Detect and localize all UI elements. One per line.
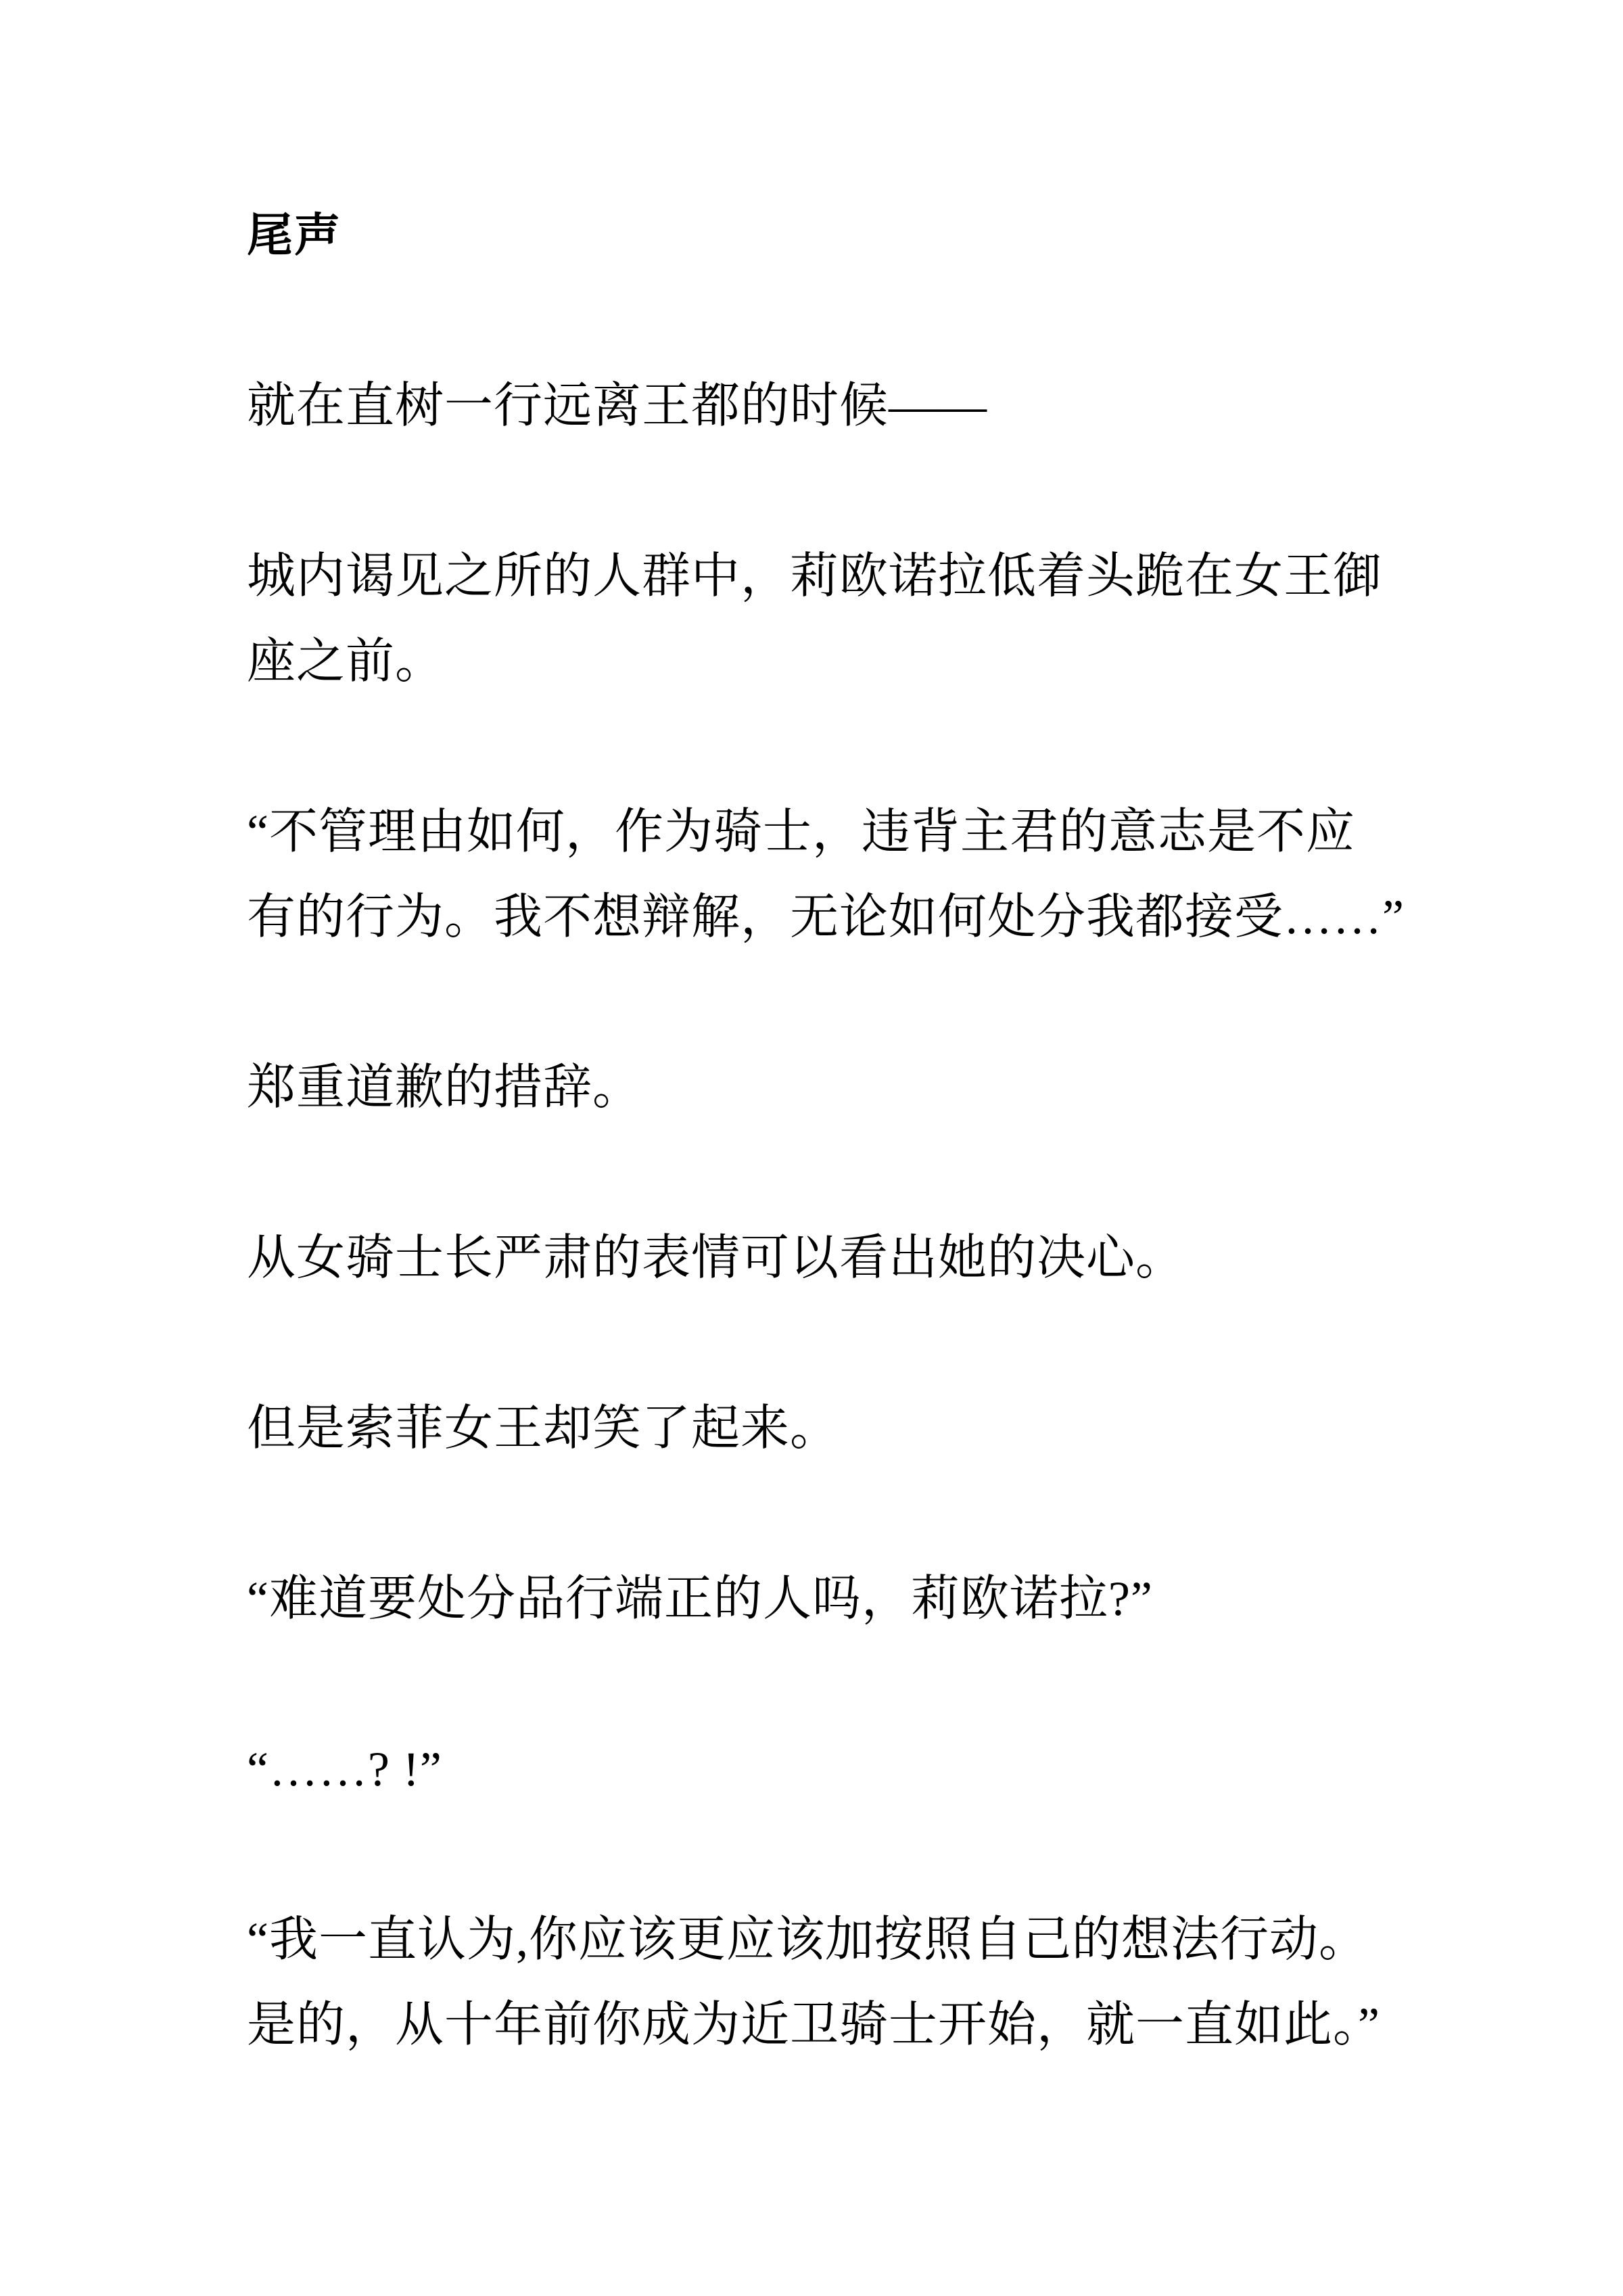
- paragraph: [247, 363, 1396, 448]
- text-line: 是的，从十年前你成为近卫骑士开始，就一直如此。”: [247, 1998, 1380, 2052]
- paragraph: [247, 1045, 1396, 1130]
- text-line: 城内谒见之所的人群中，莉欧诺拉低着头跪在女王御: [247, 549, 1383, 603]
- text-line: 有的行为。我不想辩解，无论如何处分我都接受……”: [247, 890, 1405, 944]
- text-line: 但是索菲女王却笑了起来。: [247, 1401, 840, 1455]
- text-line: “我一直认为,你应该更应该加按照自己的想法行动。: [247, 1913, 1368, 1967]
- paragraph: [247, 1556, 1396, 1641]
- text-line: “难道要处分品行端正的人吗，莉欧诺拉?”: [247, 1572, 1153, 1626]
- chapter-heading: 尾声: [247, 210, 342, 261]
- paragraph: [247, 789, 1405, 960]
- paragraph: [247, 1897, 1396, 2067]
- text-line: “……? !”: [247, 1742, 442, 1796]
- text-line: 郑重道歉的措辞。: [247, 1060, 642, 1115]
- paragraph: [247, 1386, 1396, 1471]
- text-line: “不管理由如何，作为骑士，违背主君的意志是不应: [247, 805, 1355, 859]
- text-content: [247, 193, 1405, 2067]
- paragraph: [247, 1215, 1396, 1301]
- text-line: 就在直树一行远离王都的时候——: [247, 379, 988, 433]
- text-line: 从女骑士长严肃的表情可以看出她的决心。: [247, 1231, 1185, 1285]
- paragraph: [247, 1727, 1396, 1812]
- text-line: 座之前。: [247, 634, 445, 688]
- paragraph: [247, 534, 1396, 704]
